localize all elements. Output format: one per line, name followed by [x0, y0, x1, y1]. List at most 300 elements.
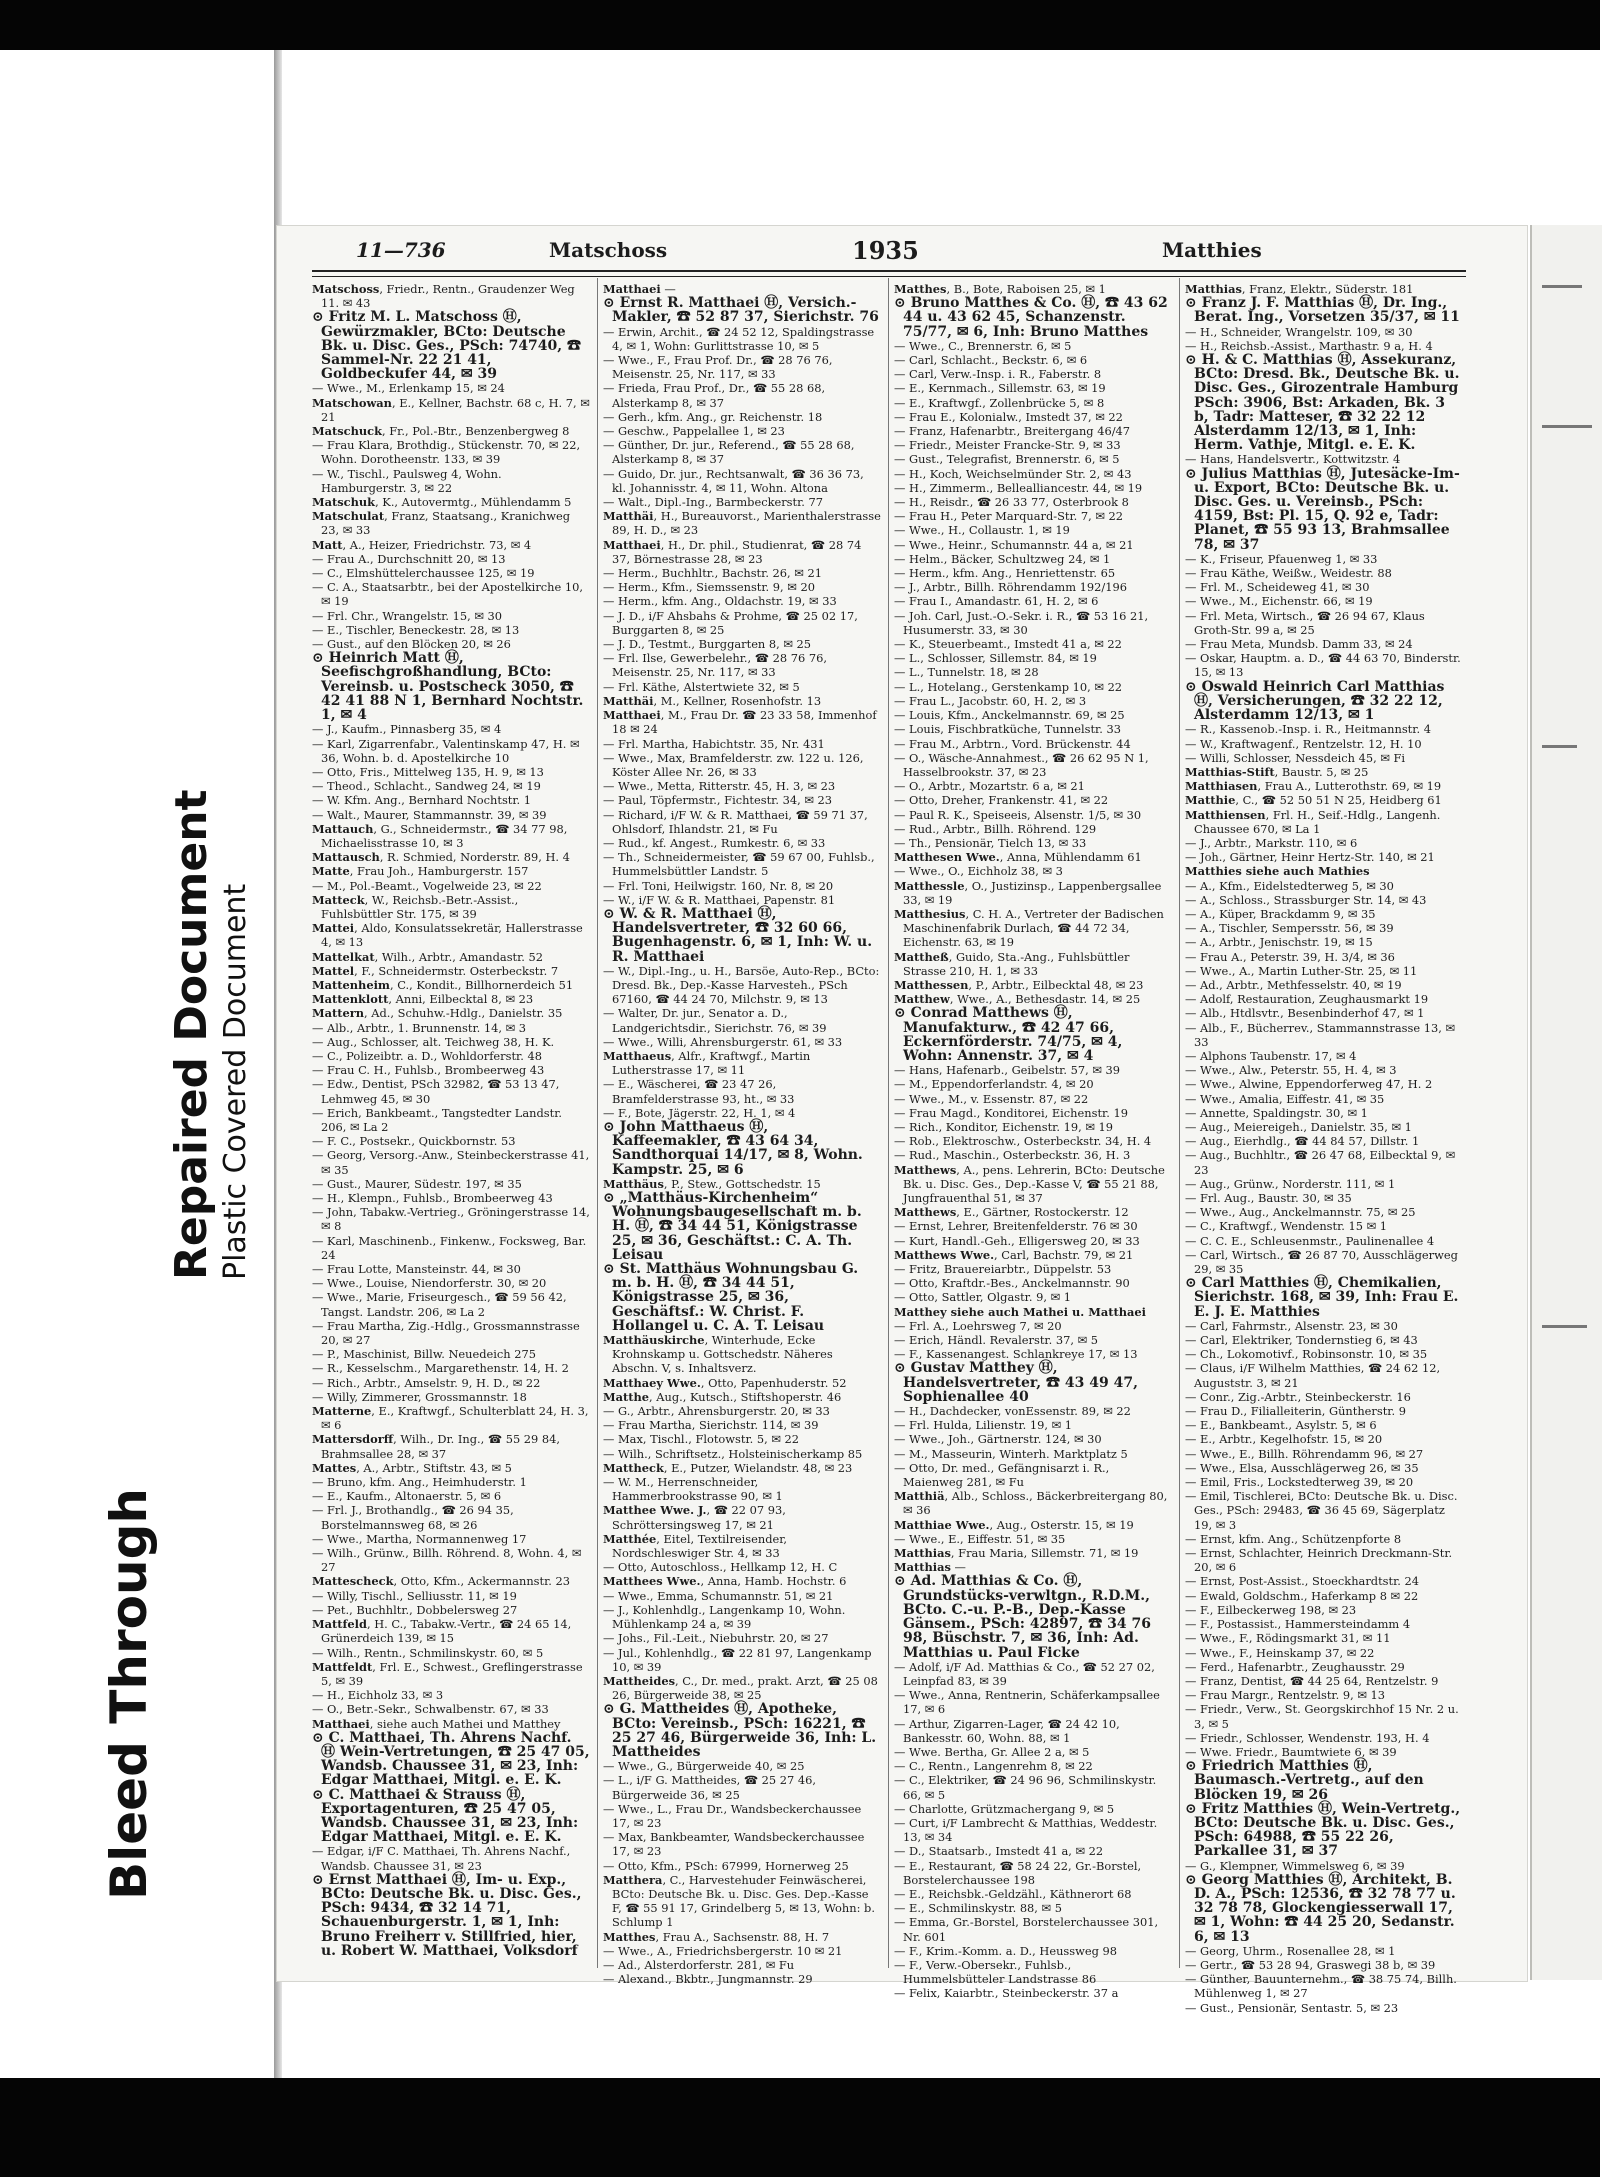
directory-entry: — Carl, Elektriker, Tondernstieg 6, ✉ 43	[1185, 1333, 1418, 1348]
directory-entry: — H., Dachdecker, vonEssenstr. 89, ✉ 22	[894, 1404, 1131, 1419]
directory-entry: — H., Eichholz 33, ✉ 3	[312, 1688, 444, 1703]
directory-entry: — E., Kraftwgf., Zollenbrücke 5, ✉ 8	[894, 395, 1105, 410]
directory-entry: — Wwe., Alw., Peterstr. 55, H. 4, ✉ 3	[1185, 1063, 1397, 1078]
directory-entry: Mattfeldt, Frl. E., Schwest., Greflingerstrasse 5, ✉ 39	[312, 1659, 583, 1688]
directory-entry: — Wwe., G., Bürgerweide 40, ✉ 25	[603, 1759, 805, 1774]
column-separator	[597, 278, 598, 1968]
directory-entry: — Wwe., Heinr., Schumannstr. 44 a, ✉ 21	[894, 537, 1134, 552]
directory-entry: — R., Kesselschm., Margarethenstr. 14, H. 2	[312, 1361, 569, 1376]
directory-entry: — Herm., kfm. Ang., Henriettenstr. 65	[894, 566, 1116, 581]
directory-entry: — Wwe., Willi, Ahrensburgerstr. 61, ✉ 33	[603, 1034, 843, 1049]
directory-entry: — Louis, Kfm., Anckelmannstr. 69, ✉ 25	[894, 708, 1125, 723]
directory-entry: — Rud., kf. Angest., Rumkestr. 6, ✉ 33	[603, 835, 826, 850]
directory-entry: Matthias —	[894, 1560, 966, 1575]
directory-entry: Matschuk, K., Autovermtg., Mühlendamm 5	[312, 495, 572, 510]
directory-entry: — Johs., Fil.-Leit., Niebuhrstr. 20, ✉ 27	[603, 1631, 829, 1646]
directory-entry: — Max, Bankbeamter, Wandsbeckerchaussee 17, ✉ 23	[603, 1830, 865, 1859]
directory-entry: — Georg, Versorg.-Anw., Steinbeckerstrasse 41, ✉ 35	[312, 1148, 590, 1177]
directory-entry: — Gertr., ☎ 53 28 94, Graswegi 38 b, ✉ 39	[1185, 1957, 1436, 1972]
directory-entry: — Frau A., Peterstr. 39, H. 3/4, ✉ 36	[1185, 949, 1395, 964]
directory-entry: — E., Schmilinskystr. 88, ✉ 5	[894, 1901, 1062, 1916]
directory-entry: — Ernst, Lehrer, Breitenfelderstr. 76 ✉ 30	[894, 1219, 1138, 1234]
directory-entry: — Joh., Gärtner, Heinr Hertz-Str. 140, ✉ 21	[1185, 850, 1435, 865]
directory-entry: — A., Arbtr., Jenischstr. 19, ✉ 15	[1185, 935, 1373, 950]
directory-entry: ⊙ „Matthäus-Kirchenheim“ Wohnungsbaugesellschaft m. b. H. Ⓗ, ☎ 34 44 51, Königstrasse 25, ✉ 36, Geschäftst.: C. A. Th. Leisau	[603, 1190, 862, 1263]
directory-entry: — Richard, i/F W. & R. Matthaei, ☎ 59 71 37, Ohlsdorf, Ihlandstr. 21, ✉ Fu	[603, 807, 868, 836]
directory-entry: — Frau M., Arbtrn., Vord. Brückenstr. 44	[894, 736, 1131, 751]
directory-entry: Mattern, Ad., Schuhw.-Hdlg., Danielstr. 35	[312, 1006, 563, 1021]
directory-entry: — Hans, Handelsvertr., Kottwitzstr. 4	[1185, 452, 1401, 467]
directory-entry: — Wwe., Amalia, Eiffestr. 41, ✉ 35	[1185, 1091, 1385, 1106]
directory-entry: — Carl, Fahrmstr., Alsenstr. 23, ✉ 30	[1185, 1318, 1398, 1333]
directory-entry: ⊙ G. Mattheides Ⓗ, Apotheke, BCto: Vereinsb., PSch: 16221, ☎ 25 27 46, Bürgerweide 36, Inh: L. Mattheides	[603, 1701, 877, 1760]
directory-entry: — C., Kraftwgf., Wendenstr. 15 ✉ 1	[1185, 1219, 1388, 1234]
directory-entry: — D., Staatsarb., Imstedt 41 a, ✉ 22	[894, 1844, 1104, 1859]
directory-entry: — Conr., Zig.-Arbtr., Steinbeckerstr. 16	[1185, 1389, 1411, 1404]
directory-entry: — C., Elmshüttelerchaussee 125, ✉ 19	[312, 566, 535, 581]
directory-entry: — J., Kohlenhdlg., Langenkamp 10, Wohn. Mühlenkamp 24 a, ✉ 39	[603, 1602, 846, 1632]
directory-entry: — Gust., Telegrafist, Brennerstr. 6, ✉ 5	[894, 452, 1120, 467]
directory-entry: — Th., Schneidermeister, ☎ 59 67 00, Fuhlsb., Hummelsbüttler Landstr. 5	[603, 850, 875, 879]
directory-entry: — Wwe., Joh., Gärtnerstr. 124, ✉ 30	[894, 1432, 1102, 1447]
directory-entry: — F., Postassist., Hammersteindamm 4	[1185, 1617, 1411, 1632]
directory-entry: — Bruno, kfm. Ang., Heimhuderstr. 1	[312, 1475, 527, 1490]
directory-entry: — Wwe., Aug., Anckelmannstr. 75, ✉ 25	[1185, 1205, 1416, 1220]
directory-entry: Matthias, Frau Maria, Sillemstr. 71, ✉ 19	[894, 1546, 1139, 1561]
directory-entry: — Otto, Autoschloss., Hellkamp 12, H. C	[603, 1560, 838, 1575]
directory-entry: — Aug., Eierhdlg., ☎ 44 84 57, Dillstr. 1	[1185, 1134, 1420, 1149]
directory-entry: — Frl. Chr., Wrangelstr. 15, ✉ 30	[312, 608, 503, 623]
header-first-word: Matschoss	[549, 238, 668, 262]
directory-entry: Matthessle, O., Justizinsp., Lappenbergsallee 33, ✉ 19	[894, 878, 1162, 907]
directory-entry: — Frau Martha, Zig.-Hdlg., Grossmannstrasse 20, ✉ 27	[312, 1318, 580, 1348]
directory-entry: — Frieda, Frau Prof., Dr., ☎ 55 28 68, Alsterkamp 8, ✉ 37	[603, 381, 826, 410]
directory-entry: ⊙ Ernst Matthaei Ⓗ, Im- u. Exp., BCto: Deutsche Bk. u. Disc. Ges., PSch: 9434, ☎ 32 14 71, Schauenburgerstr. 1, ✉ 1, Inh: Bruno Freiherr v. Stillfried, hier, u. Robert W. Matthaei, Volksdorf	[312, 1871, 582, 1959]
directory-entry: — Frl. Aug., Baustr. 30, ✉ 35	[1185, 1191, 1352, 1205]
directory-entry: — Rich., Arbtr., Amselstr. 9, H. D., ✉ 22	[312, 1375, 541, 1390]
directory-entry: — Wwe., E., Eiffestr. 51, ✉ 35	[894, 1531, 1066, 1546]
directory-entry: — Wwe., Emma, Schumannstr. 51, ✉ 21	[603, 1588, 834, 1603]
directory-entry: ⊙ John Matthaeus Ⓗ, Kaffeemakler, ☎ 43 64 34, Sandthorquai 14/17, ✉ 8, Wohn. Kampstr. 25, ✉ 6	[603, 1118, 863, 1178]
scan-border-top	[0, 0, 1600, 50]
scan-border-bottom	[0, 2078, 1600, 2177]
label-repaired-document: Repaired Document	[166, 789, 217, 1280]
directory-entry: — Rob., Elektroschw., Osterbeckstr. 34, H. 4	[894, 1134, 1152, 1149]
directory-entry: — Hans, Hafenarb., Geibelstr. 57, ✉ 39	[894, 1063, 1120, 1078]
directory-entry: — H., Koch, Weichselmünder Str. 2, ✉ 43	[894, 466, 1132, 481]
page-number: 11—736	[356, 238, 446, 262]
directory-entry: — Wwe., L., Frau Dr., Wandsbeckerchaussee 17, ✉ 23	[603, 1801, 862, 1830]
directory-entry: — E., Restaurant, ☎ 58 24 22, Gr.-Borstel, Borstelerchaussee 198	[894, 1858, 1142, 1887]
directory-entry: — Fritz, Brauereiarbtr., Düppelstr. 53	[894, 1262, 1112, 1277]
directory-entry: — Walter, Dr. jur., Senator a. D., Landgerichtsdir., Sierichstr. 76, ✉ 39	[603, 1006, 827, 1035]
directory-entry: Mattersdorff, Wilh., Dr. Ing., ☎ 55 29 84, Brahmsallee 28, ✉ 37	[312, 1432, 561, 1461]
directory-entry: Matthes, B., Bote, Raboisen 25, ✉ 1	[894, 282, 1106, 296]
header-rule	[312, 270, 1466, 277]
directory-entry: Matschoss, Friedr., Rentn., Graudenzer Weg 11. ✉ 43	[312, 282, 575, 311]
directory-entry: — Otto, Sattler, Olgastr. 9, ✉ 1	[894, 1290, 1071, 1305]
directory-entry: — W., Dipl.-Ing., u. H., Barsöe, Auto-Rep., BCto: Dresd. Bk., Dep.-Kasse Harvesteh., PSch 67160, ☎ 44 24 70, Milchstr. 9, ✉ 13	[603, 963, 880, 1007]
directory-entry: — Wwe., M., Erlenkamp 15, ✉ 24	[312, 381, 505, 396]
directory-entry: — Frau Margr., Rentzelstr. 9, ✉ 13	[1185, 1688, 1385, 1703]
directory-entry: Matthée, Eitel, Textilreisender, Nordschleswiger Str. 4, ✉ 33	[603, 1531, 788, 1561]
directory-entry: — Rud., Arbtr., Billh. Röhrend. 129	[894, 821, 1097, 836]
directory-entry: — Ferd., Hafenarbtr., Zeughausstr. 29	[1185, 1659, 1405, 1674]
directory-entry: Matthias-Stift, Baustr. 5, ✉ 25	[1185, 764, 1369, 779]
directory-entry: — Wwe., F., Frau Prof. Dr., ☎ 28 76 76, Meisenstr. 25, Nr. 117, ✉ 33	[603, 353, 833, 382]
directory-entry: — Helm., Bäcker, Schultzweg 24, ✉ 1	[894, 551, 1111, 566]
directory-entry: — Frl. Hulda, Lilienstr. 19, ✉ 1	[894, 1418, 1073, 1433]
directory-entry: — Walt., Maurer, Stammannstr. 39, ✉ 39	[312, 807, 547, 822]
directory-entry: — E., Arbtr., Kegelhofstr. 15, ✉ 20	[1185, 1432, 1383, 1447]
directory-entry: — Frau Magd., Konditorei, Eichenstr. 19	[894, 1105, 1128, 1120]
directory-entry: Matthiä, Alb., Schloss., Bäckerbreitergang 80, ✉ 36	[894, 1489, 1168, 1518]
directory-entry: — Frl. Ilse, Gewerbelehr., ☎ 28 76 76, Meisenstr. 25, Nr. 117, ✉ 33	[603, 651, 827, 680]
directory-entry: — Curt, i/F Lambrecht & Matthias, Weddestr. 13, ✉ 34	[894, 1815, 1158, 1845]
directory-entry: — A., Schloss., Strassburger Str. 14, ✉ 43	[1185, 892, 1427, 907]
directory-entry: — E., Bankbeamt., Asylstr. 5, ✉ 6	[1185, 1418, 1377, 1433]
directory-entry: Matthäus, P., Stew., Gottschedstr. 15	[603, 1176, 821, 1191]
directory-entry: — F. C., Postsekr., Quickbornstr. 53	[312, 1134, 516, 1149]
directory-entry: — A., Tischler, Sempersstr. 56, ✉ 39	[1185, 921, 1394, 936]
directory-entry: — Wwe., Max, Bramfelderstr. zw. 122 u. 126, Köster Allee Nr. 26, ✉ 33	[603, 750, 864, 779]
directory-entry: — Wwe., A., Martin Luther-Str. 25, ✉ 11	[1185, 963, 1418, 978]
directory-entry: — C. A., Staatsarbtr., bei der Apostelkirche 10, ✉ 19	[312, 580, 583, 609]
directory-entry: — Georg, Uhrm., Rosenallee 28, ✉ 1	[1185, 1943, 1396, 1958]
directory-entry: — L., Schlosser, Sillemstr. 84, ✉ 19	[894, 651, 1097, 666]
directory-entry: — Frl. A., Loehrsweg 7, ✉ 20	[894, 1318, 1062, 1333]
directory-entry: — Felix, Kaiarbtr., Steinbeckerstr. 37 a	[894, 1986, 1119, 2001]
directory-entry: — Günther, Bauunternehm., ☎ 38 75 74, Billh. Mühlenweg 1, ✉ 27	[1185, 1972, 1457, 2001]
directory-entry: — Otto, Dr. med., Gefängnisarzt i. R., Maienweg 281, ✉ Fu	[894, 1460, 1110, 1490]
directory-entry: — Ernst, Schlachter, Heinrich Dreckmann-Str. 20, ✉ 6	[1185, 1546, 1453, 1575]
directory-entry: ⊙ C. Matthaei & Strauss Ⓗ, Exportagenturen, ☎ 25 47 05, Wandsb. Chaussee 31, ✉ 23, Inh: Edgar Matthaei, Mitgl. e. E. K.	[312, 1786, 579, 1846]
directory-entry: — Wwe., Elsa, Ausschlägerweg 26, ✉ 35	[1185, 1460, 1419, 1475]
directory-entry: — Emma, Gr.-Borstel, Borstelerchaussee 301, Nr. 601	[894, 1915, 1159, 1944]
directory-entry: Matthäi, H., Bureauvorst., Marienthalerstrasse 89, H. D., ✉ 23	[603, 509, 881, 538]
directory-entry: — Edw., Dentist, PSch 32982, ☎ 53 13 47, Lehmweg 45, ✉ 30	[312, 1077, 560, 1106]
directory-entry: Mattenheim, C., Kondit., Billhornerdeich 51	[312, 977, 574, 992]
directory-entry: Matthes, Frau A., Sachsenstr. 88, H. 7	[603, 1929, 830, 1944]
directory-entry: Matschuck, Fr., Pol.-Btr., Benzenbergweg 8	[312, 424, 570, 439]
directory-entry: — G., Arbtr., Ahrensburgerstr. 20, ✉ 33	[603, 1404, 830, 1419]
directory-entry: — Otto, Kraftdr.-Bes., Anckelmannstr. 90	[894, 1276, 1130, 1291]
directory-entry: Mattel, F., Schneidermstr. Osterbeckstr. 7	[312, 963, 559, 978]
directory-entry: ⊙ H. & C. Matthias Ⓗ, Assekuranz, BCto: Dresd. Bk., Deutsche Bk. u. Disc. Ges., Girozentrale Hamburg PSch: 3906, Bst: Arkaden, Bk. 3 b, Tadr: Matteser, ☎ 32 22 12 Alsterdamm 12/13, ✉ 1, Inh: Herm. Vathje, Mitgl. e. E. K.	[1185, 352, 1460, 454]
directory-entry: Matthees Wwe., Anna, Hamb. Hochstr. 6	[603, 1574, 847, 1589]
directory-entry: — F., Bote, Jägerstr. 22, H. 1, ✉ 4	[603, 1105, 796, 1120]
directory-entry: — Alexand., Bkbtr., Jungmannstr. 29	[603, 1972, 813, 1987]
directory-entry: — Alb., Arbtr., 1. Brunnenstr. 14, ✉ 3	[312, 1020, 527, 1035]
directory-entry: ⊙ Friedrich Matthies Ⓗ, Baumasch.-Vertretg., auf den Blöcken 19, ✉ 26	[1185, 1758, 1424, 1803]
directory-entry: — Ad., Alsterdorferstr. 281, ✉ Fu	[603, 1957, 795, 1972]
directory-column-2	[603, 282, 881, 1987]
directory-entry: — E., Reichsbk.-Geldzähl., Käthnerort 68	[894, 1886, 1132, 1901]
label-plastic-covered: Plastic Covered Document	[218, 883, 253, 1280]
directory-entry: ⊙ Fritz M. L. Matschoss Ⓗ, Gewürzmakler, BCto: Deutsche Bk. u. Disc. Ges., PSch: 74740, ☎ Sammel-Nr. 22 21 41, Goldbeckufer 44, ✉ 39	[312, 309, 582, 383]
directory-entry: — Wwe., C., Brennerstr. 6, ✉ 5	[894, 338, 1072, 353]
directory-entry: — Louis, Fischbratküche, Tunnelstr. 33	[894, 722, 1121, 737]
directory-entry: — Frl. M., Scheideweg 41, ✉ 30	[1185, 580, 1370, 595]
directory-entry: — Frau Käthe, Weißw., Weidestr. 88	[1185, 566, 1392, 581]
directory-entry: — Walt., Dipl.-Ing., Barmbeckerstr. 77	[603, 495, 824, 510]
directory-entry: ⊙ St. Matthäus Wohnungsbau G. m. b. H. Ⓗ, ☎ 34 44 51, Königstrasse 25, ✉ 36, Geschäftsf.: W. Christ. F. Hollangel u. C. A. T. Leisau	[603, 1261, 859, 1334]
directory-entry: — Kurt, Handl.-Geh., Elligersweg 20, ✉ 33	[894, 1233, 1140, 1248]
directory-entry: — Oskar, Hauptm. a. D., ☎ 44 63 70, Binderstr. 15, ✉ 13	[1185, 651, 1461, 680]
directory-entry: — G., Klempner, Wimmelsweg 6, ✉ 39	[1185, 1858, 1405, 1873]
directory-entry: Matthews Wwe., Carl, Bachstr. 79, ✉ 21	[894, 1247, 1134, 1262]
directory-entry: — Wwe. Bertha, Gr. Allee 2 a, ✉ 5	[894, 1744, 1090, 1759]
directory-entry: — Friedr., Meister Francke-Str. 9, ✉ 33	[894, 438, 1121, 453]
directory-entry: — Gust., Pensionär, Sentastr. 5, ✉ 23	[1185, 2000, 1399, 2015]
directory-entry: — Frau E., Kolonialw., Imstedt 37, ✉ 22	[894, 409, 1123, 424]
label-bleed-through: Bleed Through	[100, 1488, 158, 1900]
directory-entry: Matthaei, H., Dr. phil., Studienrat, ☎ 28 74 37, Börnestrasse 28, ✉ 23	[603, 537, 862, 566]
directory-entry: Matthaei, M., Frau Dr. ☎ 23 33 58, Immenhof 18 ✉ 24	[603, 708, 877, 737]
directory-entry: Mattheides, C., Dr. med., prakt. Arzt, ☎ 25 08 26, Bürgerweide 38, ✉ 25	[603, 1673, 878, 1703]
directory-entry: — Wilh., Grünw., Billh. Röhrend. 8, Wohn. 4, ✉ 27	[312, 1546, 582, 1575]
directory-entry: — Carl, Verw.-Insp. i. R., Faberstr. 8	[894, 367, 1102, 382]
directory-entry: — Frl. Meta, Wirtsch., ☎ 26 94 67, Klaus Groth-Str. 99 a, ✉ 25	[1185, 608, 1425, 637]
column-separator	[1179, 278, 1180, 1968]
next-page-edge	[1530, 225, 1602, 1980]
directory-entry: — J., Kaufm., Pinnasberg 35, ✉ 4	[312, 722, 502, 737]
directory-entry: Matte, Frau Joh., Hamburgerstr. 157	[312, 864, 529, 879]
directory-entry: — Paul R. K., Speiseeis, Alsenstr. 1/5, ✉ 30	[894, 807, 1142, 822]
directory-entry: — J., Arbtr., Billh. Röhrendamm 192/196	[894, 580, 1127, 595]
directory-entry: — Frl. Toni, Heilwigstr. 160, Nr. 8, ✉ 20	[603, 878, 834, 893]
directory-entry: — M., Pol.-Beamt., Vogelweide 23, ✉ 22	[312, 878, 542, 893]
column-separator	[888, 278, 889, 1968]
directory-entry: Mattfeld, H. C., Tabakw.-Vertr., ☎ 24 65 14, Grünerdeich 139, ✉ 15	[312, 1617, 572, 1646]
directory-entry: — Frl. Martha, Habichtstr. 35, Nr. 431	[603, 736, 825, 751]
directory-entry: — Aug., Grünw., Norderstr. 111, ✉ 1	[1185, 1176, 1396, 1191]
directory-entry: — Herm., Buchhltr., Bachstr. 26, ✉ 21	[603, 566, 822, 581]
directory-entry: — W. M., Herrenschneider, Hammerbrookstrasse 90, ✉ 1	[603, 1475, 783, 1504]
directory-entry: ⊙ Franz J. F. Matthias Ⓗ, Dr. Ing., Berat. Ing., Vorsetzen 35/37, ✉ 11	[1185, 295, 1460, 326]
directory-entry: Mattausch, R. Schmied, Norderstr. 89, H. 4	[312, 850, 570, 865]
directory-entry: Matthessen, P., Arbtr., Eilbecktal 48, ✉ 23	[894, 977, 1144, 992]
directory-entry: — W., Kraftwagenf., Rentzelstr. 12, H. 10	[1185, 736, 1422, 751]
directory-entry: — H., Reisdr., ☎ 26 33 77, Osterbrook 8	[894, 495, 1129, 510]
directory-entry: — Wwe., Martha, Normannenweg 17	[312, 1531, 527, 1546]
directory-entry: Mattheck, E., Putzer, Wielandstr. 48, ✉ 23	[603, 1460, 853, 1475]
directory-entry: — H., Zimmerm., Bellealliancestr. 44, ✉ 19	[894, 480, 1143, 495]
directory-entry: — Frau Klara, Brothdig., Stückenstr. 70, ✉ 22, Wohn. Dorotheenstr. 133, ✉ 39	[312, 438, 581, 467]
directory-entry: Matthee Wwe. J., ☎ 22 07 93, Schröttersingsweg 17, ✉ 21	[603, 1503, 786, 1532]
directory-entry: — Rud., Maschin., Osterbeckstr. 36, H. 3	[894, 1148, 1131, 1163]
directory-entry: — Herm., Kfm., Siemssenstr. 9, ✉ 20	[603, 580, 815, 595]
directory-entry: — Wwe., Louise, Niendorferstr. 30, ✉ 20	[312, 1276, 547, 1291]
directory-entry: — Wwe., M., v. Essenstr. 87, ✉ 22	[894, 1091, 1089, 1106]
directory-entry: — H., Klempn., Fuhlsb., Brombeerweg 43	[312, 1191, 553, 1205]
directory-entry: — Wwe., Marie, Friseurgesch., ☎ 59 56 42, Tangst. Landstr. 206, ✉ La 2	[312, 1290, 567, 1319]
directory-entry: ⊙ Fritz Matthies Ⓗ, Wein-Vertretg., BCto: Deutsche Bk. u. Disc. Ges., PSch: 64988, ☎ 55 22 26, Parkallee 31, ✉ 37	[1185, 1800, 1461, 1860]
directory-entry: Matthey siehe auch Mathei u. Matthaei	[894, 1304, 1146, 1319]
directory-entry: Mattes, A., Arbtr., Stiftstr. 43, ✉ 5	[312, 1460, 512, 1475]
directory-entry: — Emil, Fris., Lockstedterweg 39, ✉ 20	[1185, 1475, 1414, 1490]
directory-entry: — Guido, Dr. jur., Rechtsanwalt, ☎ 36 36 73, kl. Johannisstr. 4, ✉ 11, Wohn. Altona	[603, 466, 864, 495]
directory-entry: — Frau H., Peter Marquard-Str. 7, ✉ 22	[894, 509, 1124, 524]
directory-entry: — Willi, Schlosser, Nessdeich 45, ✉ Fi	[1185, 750, 1406, 765]
directory-entry: Matthaei —	[603, 282, 676, 296]
directory-column-3	[894, 282, 1172, 2001]
directory-entry: — Franz, Hafenarbtr., Breitergang 46/47	[894, 424, 1131, 439]
directory-entry: — Frl. Käthe, Alstertwiete 32, ✉ 5	[603, 679, 800, 694]
directory-entry: ⊙ Ad. Matthias & Co. Ⓗ, Grundstücks-verwltgn., R.D.M., BCto. C.-u. P.-B., Dep.-Kasse Gänsem., PSch: 42897, ☎ 34 76 98, Büschstr. 7, ✉ 36, Inh: Ad. Matthias u. Paul Ficke	[894, 1573, 1151, 1661]
directory-entry: — Aug., Buchhltr., ☎ 26 47 68, Eilbecktal 9, ✉ 23	[1185, 1148, 1456, 1177]
directory-entry: — Paul, Töpfermstr., Fichtestr. 34, ✉ 23	[603, 793, 832, 808]
directory-entry: — Aug., Meiereigeh., Danielstr. 35, ✉ 1	[1185, 1119, 1412, 1134]
directory-entry: — H., Reichsb.-Assist., Marthastr. 9 a, H. 4	[1185, 338, 1433, 353]
directory-entry: — F., Eilbeckerweg 198, ✉ 23	[1185, 1602, 1357, 1617]
directory-entry: — Pet., Buchhltr., Dobbelersweg 27	[312, 1602, 518, 1617]
directory-entry: — E., Tischler, Beneckestr. 28, ✉ 13	[312, 622, 520, 637]
directory-entry: ⊙ Conrad Matthews Ⓗ, Manufakturw., ☎ 42 47 66, Eckernförderstr. 74/75, ✉ 4, Wohn: Annenstr. 37, ✉ 4	[894, 1005, 1123, 1064]
directory-entry: Matthias, Franz, Elektr., Süderstr. 181	[1185, 282, 1414, 296]
directory-entry: — Friedr., Schlosser, Wendenstr. 193, H. 4	[1185, 1730, 1430, 1745]
directory-entry: ⊙ W. & R. Matthaei Ⓗ, Handelsvertreter, ☎ 32 60 66, Bugenhagenstr. 6, ✉ 1, Inh: W. u. R. Matthaei	[603, 905, 873, 965]
directory-entry: — Frau C. H., Fuhlsb., Brombeerweg 43	[312, 1063, 545, 1078]
directory-entry: — Wwe., H., Collaustr. 1, ✉ 19	[894, 523, 1070, 538]
directory-entry: Matthaey Wwe., Otto, Papenhuderstr. 52	[603, 1375, 847, 1390]
directory-entry: Matschowan, E., Kellner, Bachstr. 68 c, H. 7, ✉ 21	[312, 395, 590, 424]
directory-entry: — Willy, Tischl., Selliusstr. 11, ✉ 19	[312, 1588, 517, 1603]
directory-entry: Mattei, Aldo, Konsulatssekretär, Hallerstrasse 4, ✉ 13	[312, 921, 583, 950]
directory-entry: — O., Wäsche-Annahmest., ☎ 26 62 95 N 1, Hasselbrookstr. 37, ✉ 23	[894, 750, 1149, 779]
directory-entry: Matthews, A., pens. Lehrerin, BCto: Deutsche Bk. u. Disc. Ges., Dep.-Kasse V, ☎ 55 21 88, Jungfrauenthal 51, ✉ 37	[894, 1162, 1165, 1205]
directory-entry: — Frau A., Durchschnitt 20, ✉ 13	[312, 551, 506, 566]
directory-entry: — Gust., auf den Blöcken 20, ✉ 26	[312, 637, 511, 652]
directory-entry: — Frau L., Jacobstr. 60, H. 2, ✉ 3	[894, 693, 1087, 708]
directory-entry: — Wwe., O., Eichholz 38, ✉ 3	[894, 864, 1063, 879]
directory-entry: — Wwe., Alwine, Eppendorferweg 47, H. 2	[1185, 1077, 1433, 1092]
directory-entry: — E., Wäscherei, ☎ 23 47 26, Bramfelderstrasse 93, ht., ✉ 33	[603, 1077, 795, 1106]
directory-entry: Matthiae Wwe., Aug., Osterstr. 15, ✉ 19	[894, 1517, 1134, 1532]
directory-entry: ⊙ Julius Matthias Ⓗ, Jutesäcke-Im- u. Export, BCto: Deutsche Bk. u. Disc. Ges. u. Vereinsb., PSch: 4159, Bst: Pl. 15, Q. 92 e, Tadr: Planet, ☎ 55 93 13, Brahmsallee 78, ✉ 37	[1185, 465, 1460, 553]
directory-entry: — Gerh., kfm. Ang., gr. Reichenstr. 18	[603, 409, 823, 424]
directory-entry: — E., Kernmach., Sillemstr. 63, ✉ 19	[894, 381, 1106, 396]
directory-entry: Matthiensen, Frl. H., Seif.-Hdlg., Langenh. Chaussee 670, ✉ La 1	[1185, 807, 1441, 836]
directory-entry: — W. Kfm. Ang., Bernhard Nochtstr. 1	[312, 793, 532, 808]
directory-entry: — W., i/F W. & R. Matthaei, Papenstr. 81	[603, 892, 836, 907]
directory-entry: Matthies siehe auch Mathies	[1185, 864, 1370, 879]
directory-entry: — Wwe., F., Heinskamp 37, ✉ 22	[1185, 1645, 1375, 1660]
directory-entry: Matthesius, C. H. A., Vertreter der Badischen Maschinenfabrik Durlach, ☎ 44 72 34, Eichenstr. 63, ✉ 19	[894, 906, 1164, 950]
directory-entry: — Frau Martha, Sierichstr. 114, ✉ 39	[603, 1418, 819, 1433]
directory-entry: — J., Arbtr., Markstr. 110, ✉ 6	[1185, 835, 1358, 850]
directory-entry: — Wwe., F., Rödingsmarkt 31, ✉ 11	[1185, 1631, 1391, 1646]
directory-entry: — Claus, i/F Wilhelm Matthies, ☎ 24 62 12, Auguststr. 3, ✉ 21	[1185, 1361, 1441, 1390]
directory-entry: — Adolf, Restauration, Zeughausmarkt 19	[1185, 992, 1429, 1007]
directory-entry: Matt, A., Heizer, Friedrichstr. 73, ✉ 4	[312, 537, 532, 552]
directory-entry: — C., Polizeibtr. a. D., Wohldorferstr. 48	[312, 1048, 542, 1063]
directory-column-4	[1185, 282, 1463, 2015]
directory-entry: — L., i/F G. Mattheides, ☎ 25 27 46, Bürgerweide 36, ✉ 25	[603, 1773, 816, 1802]
directory-entry: — Karl, Zigarrenfabr., Valentinskamp 47, H. ✉ 36, Wohn. b. d. Apostelkirche 10	[312, 736, 580, 765]
directory-entry: — Geschw., Pappelallee 1, ✉ 23	[603, 424, 785, 439]
directory-entry: — Carl, Schlacht., Beckstr. 6, ✉ 6	[894, 353, 1088, 368]
directory-entry: — O., Betr.-Sekr., Schwalbenstr. 67, ✉ 33	[312, 1702, 549, 1717]
directory-entry: Matthie, C., ☎ 52 50 51 N 25, Heidberg 61	[1185, 793, 1442, 808]
directory-entry: — Adolf, i/F Ad. Matthias & Co., ☎ 52 27 02, Leinpfad 83, ✉ 39	[894, 1659, 1155, 1688]
directory-entry: — Wilh., Rentn., Schmilinskystr. 60, ✉ 5	[312, 1645, 544, 1660]
directory-entry: — Günther, Dr. jur., Referend., ☎ 55 28 68, Alsterkamp 8, ✉ 37	[603, 438, 855, 467]
directory-entry: — F., Krim.-Komm. a. D., Heussweg 98	[894, 1943, 1117, 1958]
directory-entry: Matthera, C., Harvestehuder Feinwäscherei, BCto: Deutsche Bk. u. Disc. Ges. Dep.-Kasse F, ☎ 55 91 17, Grindelberg 5, ✉ 13, Wohn: b. Schlump 1	[603, 1872, 875, 1930]
directory-entry: — Ewald, Goldschm., Haferkamp 8 ✉ 22	[1185, 1588, 1419, 1603]
directory-entry: — Alb., Htdlsvtr., Besenbinderhof 47, ✉ 1	[1185, 1006, 1425, 1021]
directory-entry: — Wilh., Schriftsetz., Holsteinischerkamp 85	[603, 1446, 863, 1461]
directory-entry: — Frau D., Filialleiterin, Güntherstr. 9	[1185, 1404, 1406, 1419]
directory-entry: — Alb., F., Bücherrev., Stammannstrasse 13, ✉ 33	[1185, 1020, 1455, 1049]
directory-entry: — Franz, Dentist, ☎ 44 25 64, Rentzelstr. 9	[1185, 1673, 1439, 1688]
directory-entry: — Karl, Maschinenb., Finkenw., Focksweg, Bar. 24	[312, 1233, 587, 1262]
directory-entry: — Frau Meta, Mundsb. Damm 33, ✉ 24	[1185, 637, 1413, 652]
directory-entry: ⊙ Bruno Matthes & Co. Ⓗ, ☎ 43 62 44 u. 43 62 45, Schanzenstr. 75/77, ✉ 6, Inh: Bruno Matthes	[894, 295, 1168, 340]
directory-entry: ⊙ Oswald Heinrich Carl Matthias Ⓗ, Versicherungen, ☎ 32 22 12, Alsterdamm 12/13, ✉ 1	[1185, 678, 1445, 724]
directory-entry: — Max, Tischl., Flotowstr. 5, ✉ 22	[603, 1432, 800, 1447]
directory-entry: Mattauch, G., Schneidermstr., ☎ 34 77 98, Michaelisstrasse 10, ✉ 3	[312, 821, 568, 850]
directory-entry: Matthesen Wwe., Anna, Mühlendamm 61	[894, 850, 1142, 865]
directory-entry: — Wwe., M., Eichenstr. 66, ✉ 19	[1185, 594, 1373, 609]
directory-entry: — M., Masseurin, Winterh. Marktplatz 5	[894, 1446, 1128, 1461]
directory-entry: — Emil, Tischlerei, BCto: Deutsche Bk. u. Disc. Ges., PSch: 29483, ☎ 36 45 69, Sägerplatz 19, ✉ 3	[1185, 1489, 1458, 1532]
directory-entry: ⊙ Heinrich Matt Ⓗ, Seefischgroßhandlung, BCto: Vereinsb. u. Postscheck 3050, ☎ 42 41 88 N 1, Bernhard Nochtstr. 1, ✉ 4	[312, 650, 584, 724]
directory-entry: Matthäuskirche, Winterhude, Ecke Krohnskamp u. Gottschedstr. Näheres Abschn. V, s. Inhaltsverz.	[603, 1333, 833, 1376]
directory-entry: — Ernst, kfm. Ang., Schützenpforte 8	[1185, 1531, 1402, 1546]
directory-entry: — K., Steuerbeamt., Imstedt 41 a, ✉ 22	[894, 637, 1122, 652]
header-year: 1935	[852, 236, 919, 265]
directory-entry: — Erwin, Archit., ☎ 24 52 12, Spaldingstrasse 4, ✉ 1, Wohn: Gurlittstrasse 10, ✉ 5	[603, 324, 875, 353]
directory-entry: — Friedr., Verw., St. Georgskirchhof 15 Nr. 2 u. 3, ✉ 5	[1185, 1702, 1459, 1731]
directory-entry: — J. D., i/F Ahsbahs & Prohme, ☎ 25 02 17, Burggarten 8, ✉ 25	[603, 608, 858, 637]
directory-entry: — Alphons Taubenstr. 17, ✉ 4	[1185, 1048, 1357, 1063]
directory-entry: — Frl. J., Brothandlg., ☎ 26 94 35, Borstelmannsweg 68, ✉ 26	[312, 1503, 514, 1532]
directory-entry: Matthe, Aug., Kutsch., Stiftshoperstr. 46	[603, 1389, 842, 1404]
directory-entry: — Erich, Bankbeamt., Tangstedter Landstr. 206, ✉ La 2	[312, 1105, 563, 1134]
directory-entry: — Ernst, Post-Assist., Stoeckhardtstr. 24	[1185, 1574, 1420, 1589]
directory-entry: Mattenklott, Anni, Eilbecktal 8, ✉ 23	[312, 992, 534, 1007]
directory-entry: — Otto, Fris., Mittelweg 135, H. 9, ✉ 13	[312, 764, 544, 779]
directory-entry: ⊙ Carl Matthies Ⓗ, Chemikalien, Sierichstr. 168, ✉ 39, Inh: Frau E. E. J. E. Matthies	[1185, 1275, 1459, 1320]
directory-entry: Matthäi, M., Kellner, Rosenhofstr. 13	[603, 693, 822, 708]
directory-entry: — A., Kfm., Eidelstedterweg 5, ✉ 30	[1185, 878, 1394, 893]
directory-entry: — Gust., Maurer, Südestr. 197, ✉ 35	[312, 1176, 522, 1191]
directory-entry: — Frau Lotte, Mansteinstr. 44, ✉ 30	[312, 1262, 521, 1277]
directory-entry: — Herm., kfm. Ang., Oldachstr. 19, ✉ 33	[603, 594, 837, 609]
directory-entry: Matthews, E., Gärtner, Rostockerstr. 12	[894, 1205, 1129, 1220]
directory-entry: — L., Hotelang., Gerstenkamp 10, ✉ 22	[894, 679, 1123, 694]
directory-entry: — W., Tischl., Paulsweg 4, Wohn. Hamburgerstr. 3, ✉ 22	[312, 466, 502, 495]
header-last-word: Matthies	[1162, 238, 1262, 262]
directory-entry: — Carl, Wirtsch., ☎ 26 87 70, Ausschlägerweg 29, ✉ 35	[1185, 1247, 1458, 1277]
directory-entry: — M., Eppendorferlandstr. 4, ✉ 20	[894, 1077, 1094, 1092]
directory-entry: Matterne, E., Kraftwgf., Schulterblatt 24, H. 3, ✉ 6	[312, 1404, 589, 1433]
directory-entry: — Rich., Konditor, Eichenstr. 19, ✉ 19	[894, 1119, 1114, 1134]
directory-entry: — Jul., Kohlenhdlg., ☎ 22 81 97, Langenkamp 10, ✉ 39	[603, 1645, 872, 1674]
directory-entry: Mattheß, Guido, Sta.-Ang., Fuhlsbüttler Strasse 210, H. 1, ✉ 33	[894, 949, 1130, 978]
directory-entry: Matteck, W., Reichsb.-Betr.-Assist., Fuhlsbüttler Str. 175, ✉ 39	[312, 892, 519, 921]
directory-entry: — C., Elektriker, ☎ 24 96 96, Schmilinskystr. 66, ✉ 5	[894, 1773, 1157, 1802]
directory-entry: Mattelkat, Wilh., Arbtr., Amandastr. 52	[312, 949, 544, 964]
directory-entry: Matthaei, siehe auch Mathei und Matthey	[312, 1716, 561, 1731]
directory-entry: — R., Kassenob.-Insp. i. R., Heitmannstr. 4	[1185, 722, 1431, 737]
directory-entry: — Ad., Arbtr., Methfesselstr. 40, ✉ 19	[1185, 977, 1402, 992]
directory-entry: — Erich, Händl. Revalerstr. 37, ✉ 5	[894, 1333, 1098, 1348]
directory-entry: — Arthur, Zigarren-Lager, ☎ 24 42 10, Bankesstr. 60, Wohn. 88, ✉ 1	[894, 1716, 1120, 1745]
directory-entry: — John, Tabakw.-Vertrieg., Gröningerstrasse 14, ✉ 8	[312, 1205, 590, 1234]
